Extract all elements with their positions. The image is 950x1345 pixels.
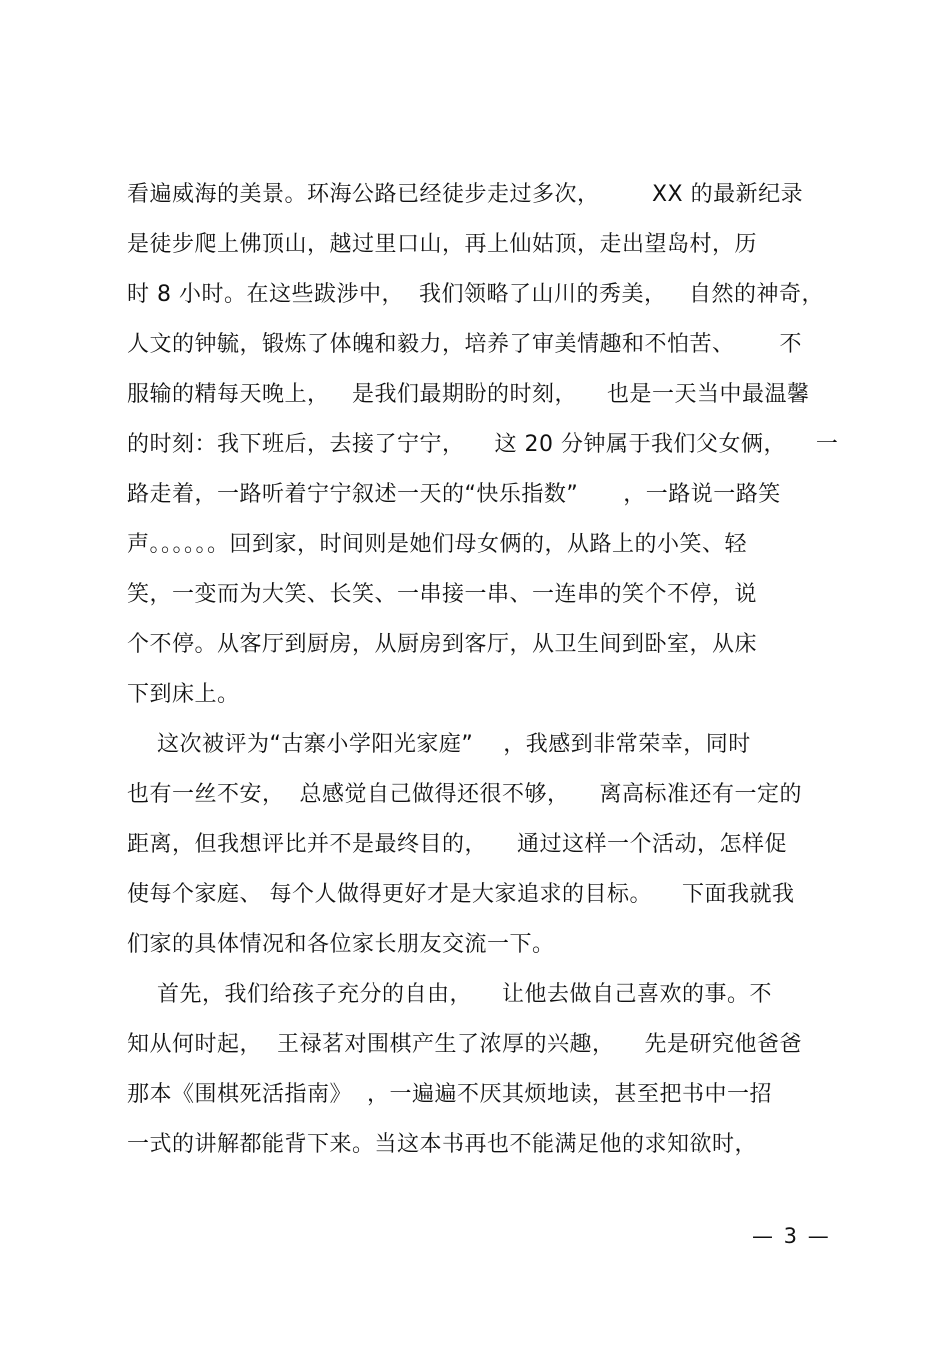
text-line: 距离，但我想评比并不是最终目的， 通过这样一个活动，怎样促 xyxy=(127,832,787,857)
text-line: 们家的具体情况和各位家长朋友交流一下。 xyxy=(127,932,555,957)
text-line: 声。。。。。。回到家，时间则是她们母女俩的，从路上的小笑、轻 xyxy=(127,532,748,557)
page-number: — 3 — xyxy=(752,1224,831,1248)
text-line: 笑，一变而为大笑、长笑、一串接一串、一连串的笑个不停，说 xyxy=(127,582,758,607)
text-line: 个不停。从客厅到厨房，从厨房到客厅，从卫生间到卧室，从床 xyxy=(127,632,758,657)
text-line: 知从何时起， 王禄茗对围棋产生了浓厚的兴趣， 先是研究他爸爸 xyxy=(127,1032,802,1057)
text-line: 下到床上。 xyxy=(127,682,240,707)
paragraph-start-line: 这次被评为“古寨小学阳光家庭” ，我感到非常荣幸，同时 xyxy=(127,732,751,757)
text-line: 使每个家庭、 每个人做得更好才是大家追求的目标。 下面我就我 xyxy=(127,882,795,907)
text-line: 也有一丝不安， 总感觉自己做得还很不够， 离高标准还有一定的 xyxy=(127,782,802,807)
text-line: 服输的精每天晚上， 是我们最期盼的时刻， 也是一天当中最温馨 xyxy=(127,382,810,407)
text-line: 人文的钟毓，锻炼了体魄和毅力，培养了审美情趣和不怕苦、 不 xyxy=(127,332,802,357)
text-line: 路走着，一路听着宁宁叙述一天的“快乐指数” ，一路说一路笑 xyxy=(127,482,781,507)
text-line: 是徒步爬上佛顶山，越过里口山，再上仙姑顶，走出望岛村，历 xyxy=(127,232,758,257)
text-line: 一式的讲解都能背下来。当这本书再也不能满足他的求知欲时， xyxy=(127,1132,758,1157)
text-line: 时 8 小时。在这些跋涉中， 我们领略了山川的秀美， 自然的神奇， xyxy=(127,282,824,307)
text-line: 的时刻：我下班后，去接了宁宁， 这 20 分钟属于我们父女俩， 一 xyxy=(127,432,839,457)
text-line: 看遍威海的美景。环海公路已经徒步走过多次， XX 的最新纪录 xyxy=(127,182,804,207)
text-line: 那本《围棋死活指南》 ，一遍遍不厌其烦地读，甚至把书中一招 xyxy=(127,1082,772,1107)
paragraph-start-line: 首先，我们给孩子充分的自由， 让他去做自己喜欢的事。不 xyxy=(127,982,772,1007)
